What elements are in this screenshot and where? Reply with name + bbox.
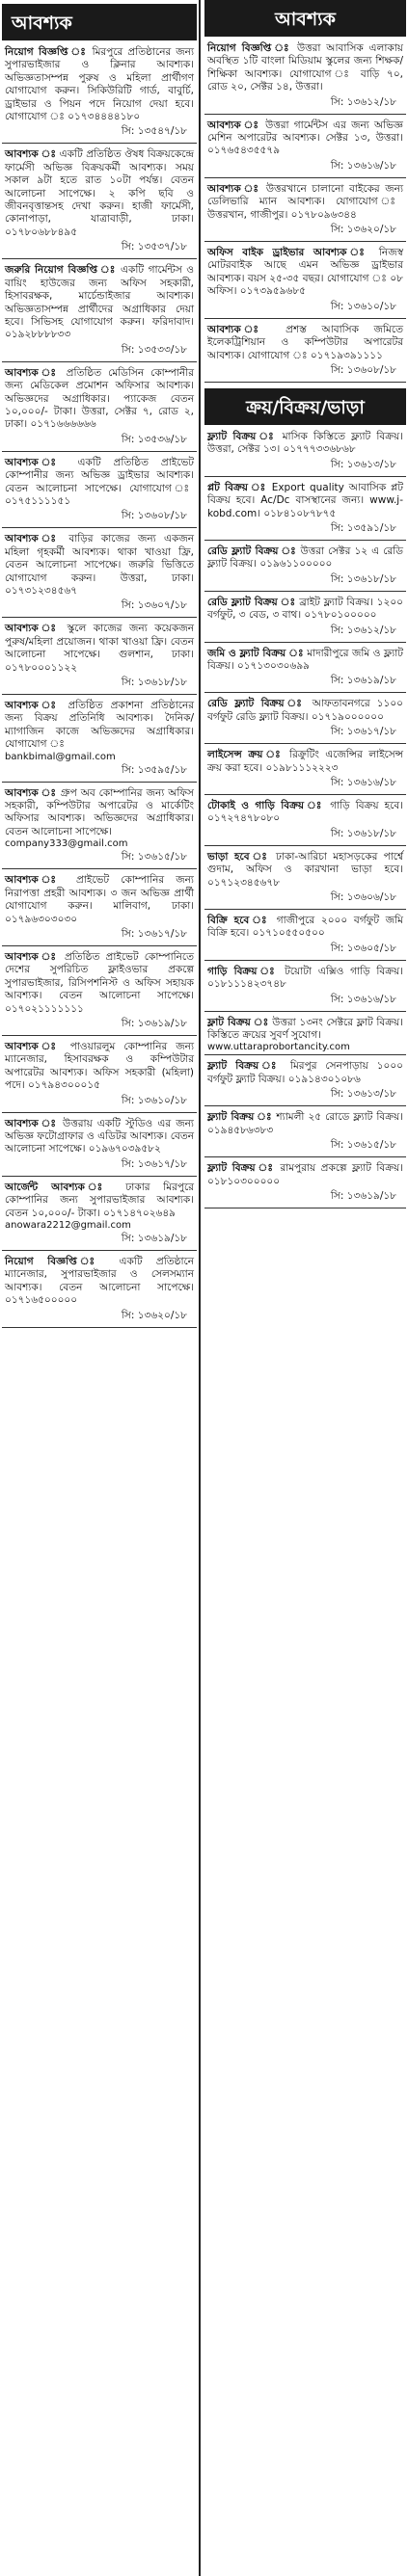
classified-ad (204, 247, 406, 319)
ad-ref: সি: ১৩৬১২/১৮ (330, 624, 396, 636)
ad-body (2, 148, 197, 239)
ad-lead: রেডি ফ্ল্যাট বিক্রয় ঃ (207, 544, 297, 557)
ad-ref: সি: ১৩৬১৯/১৮ (330, 675, 396, 687)
ad-text: উত্তরা সেক্টর ১২ এ রেডি ফ্ল্যাট বিক্রয়। ০১৯৬১১০০০০০ (207, 544, 403, 571)
ad-body (2, 1182, 197, 1220)
ad-ref: সি: ১৩৬১৮/১৮ (330, 827, 396, 839)
classified-ad (2, 1182, 197, 1251)
ad-body (2, 1041, 197, 1093)
ad-separator (2, 782, 197, 783)
ad-text: উত্তরায় একটি স্টুডিও এর জন্য অভিজ্ঞ ফটোগ্রাফার ও এডিটর আবশ্যক। বেতন আলোচনা সাপেক্ষে। ০১৯৬৭০৩৯৫৮২ (5, 1117, 194, 1155)
ad-ref: সি: ১৩৬১৯/১৮ (330, 1189, 396, 1202)
ad-separator (2, 694, 197, 695)
ad-separator (204, 794, 406, 795)
ad-lead: আবশ্যক ঃ (5, 456, 66, 468)
ad-lead: নিয়োগ বিজ্ঞপ্তি ঃ (5, 1256, 106, 1267)
ad-lead: আবশ্যক ঃ (207, 119, 260, 131)
ad-ref: সি: ১৩৬১৮/১৮ (121, 677, 187, 689)
ad-ref: সি: ১৩৬১৭/১৮ (121, 1157, 187, 1170)
classified-ad (2, 148, 197, 259)
ad-ref: সি: ১৩৬১৫/১৮ (330, 1139, 396, 1152)
ad-body (204, 1060, 406, 1086)
ad-lead: নিয়োগ বিজ্ঞপ্তি ঃ (5, 46, 88, 58)
ad-ref: সি: ১৩৬১০/১৮ (121, 1094, 187, 1106)
ad-ref: সি: ১৩৬১৭/১৮ (330, 726, 396, 738)
classified-ad (204, 648, 406, 694)
ad-ref: সি: ১৩৫৩৬/১৮ (121, 433, 187, 445)
sale-ads-list (204, 431, 406, 1208)
ad-separator (204, 1156, 406, 1157)
ad-text: উত্তরা আবাসিক এলাকায় অবস্থিত ১টি বাংলা মিডিয়াম স্কুলের জন্য শিক্ষক/শিক্ষিকা আবশ্যক। যোগাযোগ ঃ বাড়ি ৭০, রোড ২০, সেক্টর ১৪, উত্তরা। (207, 42, 403, 93)
ad-text: স্কুলে কাজের জন্য কয়েকজন পুরুষ/মহিলা প্রয়োজন। থাকা খাওয়া ফ্রি। বেতন আলোচনা সাপেক্ষে। গুলশান, ঢাকা। ০১৭৮০০০১১২২ (5, 623, 194, 674)
ad-lead: ফ্ল্যাট বিক্রয় ঃ (207, 430, 277, 442)
ad-lead: আবশ্যক ঃ (5, 1040, 62, 1052)
ad-body (204, 183, 406, 222)
ad-separator (204, 692, 406, 693)
ad-text: একটি প্রতিষ্ঠানে ম্যানেজার, সুপারভাইজার ও সেলসম্যান আবশ্যক। বেতন আলোচনা সাপেক্ষে। ০১৭১৬৫০০০০০ (5, 1256, 195, 1307)
ad-body (204, 545, 406, 571)
classified-ad (2, 46, 197, 144)
ad-body (204, 966, 406, 992)
ad-ref: সি: ১৩৬১৬/১৮ (330, 777, 396, 788)
ad-separator (2, 361, 197, 362)
ad-body (2, 533, 197, 598)
classified-ad (204, 915, 406, 961)
ad-lead: আবশ্যক ঃ (5, 950, 59, 963)
ad-text: গাড়ি বিক্রয় হবে। ০১৭২৭৪৭৮০৮০ (207, 800, 403, 825)
ad-body (204, 851, 406, 890)
ad-lead: আর্জেন্ট আবশ্যক ঃ (5, 1181, 113, 1193)
ad-text: একটি গার্মেন্টস ও বায়িং হাউজের জন্য অফিস সহকারী, হিসাবরক্ষক, মার্চেন্ডাইজার আবশ্যক। অভিজ্ঞতাসম্পন্ন প্রার্থীদের অগ্রাধিকার দেয়া হবে। সিভিসহ যোগাযোগ করুন। ফরিদাবাদ। ০১৯২৮৮৮৮৩৩ (5, 264, 194, 341)
left-column (2, 0, 197, 2576)
ad-body (204, 120, 406, 158)
ad-lead: জমি ও ফ্ল্যাট বিক্রয় ঃ (207, 647, 304, 659)
ad-lead: বিক্রি হবে ঃ (207, 915, 270, 927)
ad-separator (204, 909, 406, 910)
ad-lead: রেডি ফ্ল্যাট বিক্রয় ঃ (207, 698, 306, 710)
ad-lead: জরুরি নিয়োগ বিজ্ঞপ্তি ঃ (5, 264, 117, 277)
ad-separator (204, 177, 406, 178)
ad-body (2, 951, 197, 1016)
ad-body (2, 264, 197, 341)
classified-ad (204, 482, 406, 541)
ad-lead: আবশ্যক ঃ (5, 148, 57, 161)
ad-separator (204, 845, 406, 846)
ad-lead: টোকাই ও গাড়ি বিক্রয় ঃ (207, 800, 325, 811)
ad-text: একটি প্রতিষ্ঠিত প্রাইভেট কোম্পানীর জন্য অভিজ্ঞ ড্রাইভার আবশ্যক। বেতন আলোচনা সাপেক্ষে। যোগাযোগ ঃ ০১৭৫১১১১৫১ (5, 456, 194, 507)
ad-ref: সি: ১৩৬১৬/১৮ (330, 993, 396, 1005)
ad-lead: আবশ্যক ঃ (207, 323, 271, 335)
ad-body (204, 1111, 406, 1137)
ad-ref: সি: ১৩৬১৯/১৮ (121, 1017, 187, 1029)
column-divider (199, 0, 201, 2576)
ad-separator (204, 1054, 406, 1055)
classified-ad (204, 597, 406, 643)
ad-ref: সি: ১৩৬০৮/১৮ (330, 363, 396, 376)
ad-ref: সি: ১৩৬১৮/১৮ (330, 572, 396, 585)
classified-ad (204, 698, 406, 744)
ad-body (2, 623, 197, 675)
ad-separator (2, 868, 197, 869)
classified-ad (2, 264, 197, 361)
ad-email[interactable]: bankbimal@gmail.com (5, 751, 116, 762)
ad-body (204, 247, 406, 299)
ad-body (204, 42, 406, 94)
classified-ad (2, 787, 197, 870)
ad-text: গ্রুপ অব কোম্পানির জন্য অফিস সহকারী, কম্পিউটার অপারেটর ও মার্কেটিং অফিসার আবশ্যক। অভিজ্ঞদের অগ্রাধিকার। বেতন আলোচনা সাপেক্ষে। (5, 786, 194, 837)
ad-separator (204, 1011, 406, 1012)
ad-separator (204, 642, 406, 643)
ad-lead: গাড়ি বিক্রয় ঃ (207, 965, 279, 977)
ad-lead: আবশ্যক ঃ (207, 182, 261, 195)
classified-ad (204, 1162, 406, 1208)
sale-section (204, 388, 406, 1208)
classified-ad (2, 874, 197, 946)
ad-ref: সি: ১৩৫৯১/১৮ (330, 521, 396, 534)
ad-lead: আবশ্যক ঃ (5, 366, 60, 379)
ad-text: প্রতিষ্ঠিত প্রকাশনা প্রতিষ্ঠানের জন্য বিক্রয় প্রতিনিধি আবশ্যক। দৈনিক/ম্যাগাজিন কাজে অভিজ্ঞদের অগ্রাধিকার। যোগাযোগ ঃ (5, 700, 194, 751)
ad-text: শ্যামলী ২৫ রোডে ফ্ল্যাট বিক্রয়। ০১৯৪৫৮৬৩৮৩ (207, 1111, 403, 1136)
ad-separator (204, 1105, 406, 1106)
ad-lead: ভাড়া হবে ঃ (207, 850, 270, 863)
left-header: আবশ্যক (2, 4, 197, 40)
ad-ref: সি: ১৩৬০৫/১৮ (330, 942, 396, 954)
classified-ad (2, 623, 197, 695)
classified-ad (204, 851, 406, 910)
ad-ref: সি: ১৩৬১৩/১৮ (330, 458, 396, 470)
classified-ad (204, 42, 406, 115)
ad-separator (204, 960, 406, 961)
ad-ref: সি: ১৩৬০৮/১৮ (121, 510, 187, 522)
ad-lead: আবশ্যক ঃ (5, 533, 62, 545)
ad-text: ঢাকার মিরপুরে কোম্পানির জন্য সুপারভাইজার আবশ্যক। বেতন ১০,০০০/- টাকা। ০১৭১৪৭০২৬৪৯ (5, 1181, 194, 1219)
ad-ref: সি: ১৩৬১০/১৮ (330, 300, 396, 312)
ad-lead: ফ্ল্যাট বিক্রয় ঃ (207, 1111, 273, 1124)
ad-lead: লাইসেন্স ক্রয় ঃ (207, 749, 284, 761)
ad-lead: ফ্ল্যাট বিক্রয় ঃ (207, 1162, 276, 1175)
right-ads-list (204, 42, 406, 383)
ad-body (2, 367, 197, 432)
ad-text: মিরপুরে প্রতিষ্ঠানের জন্য সুপারভাইজার ও ক্লিনার আবশ্যক। অভিজ্ঞতাসম্পন্ন পুরুষ ও মহিলা প্রার্থীগণ যোগাযোগ করুন। সিকিউরিটি গার্ড, বাবুর্চি, ড্রাইভার ও পিয়ন পদে নিয়োগ দেয়া হবে। যোগাযোগ ঃ ০১৭৩৪৪৪৪১৮০ (5, 46, 194, 123)
ad-text: রিক্রুটিং এজেন্সির লাইসেন্স ক্রয় করা হবে। ০১৯৮১১১২২২৩ (207, 749, 403, 774)
ad-text: ঢাকা-আরিচা মহাসড়কের পার্শ্বে গুদাম, অফিস ও কারখানা ভাড়া হবে। ০১৭১২৩৪৫৬৭৮ (207, 850, 404, 889)
ad-separator (2, 143, 197, 144)
ad-separator (204, 476, 406, 477)
ad-body (204, 1162, 406, 1188)
ad-body (204, 915, 406, 941)
ad-lead: ফ্লাট বিক্রয় ঃ (207, 1016, 269, 1028)
ad-ref: সি: ১৩৫৪৭/১৮ (121, 125, 187, 138)
classified-ad (2, 1256, 197, 1328)
ad-separator (2, 1112, 197, 1113)
ad-ref: সি: ১৩৬১৩/১৮ (330, 1088, 396, 1101)
ad-lead: অফিস বাইক ড্রাইভার আবশ্যক ঃ (207, 247, 370, 259)
ad-text: উত্তরা ১৩নং সেক্টরে ফ্লাট বিক্রয়। কিস্তিতে ক্রয়ের সুবর্ণ সুযোগ। (207, 1016, 403, 1042)
ad-separator (2, 1250, 197, 1251)
ad-body (204, 431, 406, 457)
classified-ad (204, 749, 406, 795)
ad-separator (204, 241, 406, 242)
classified-ad (2, 700, 197, 783)
ad-ref: সি: ১৩৫৩৭/১৮ (121, 241, 187, 253)
ad-body (2, 1256, 197, 1308)
ad-lead: নিয়োগ বিজ্ঞপ্তি ঃ (207, 42, 292, 54)
ad-text: প্রতিষ্ঠিত মেডিসিন কোম্পানীর জন্য মেডিকেল প্রমোশন অফিসার আবশ্যক। অভিজ্ঞদের অগ্রাধিকার। প্যাকেজ বেতন ১০,০০০/- টাকা। উত্তরা, সেক্টর ৭, রোড ২, ঢাকা। ০১৭১৬৬৬৬৬৬ (5, 366, 194, 431)
ad-text: মাসিক কিস্তিতে ফ্ল্যাট বিক্রয়। উত্তরা, সেক্টর ১৩। ০১৭৭৭৩৩৬৮৬৮ (207, 430, 403, 456)
ad-text: Export quality আবাসিক প্লট বিক্রয় হবে। Ac/Dc বাসস্থানের জন্য। www.j-kobd.com। ০১৮৪১০৮৭৮৭৫ (207, 481, 403, 519)
classified-ad (204, 324, 406, 383)
classified-ad (204, 1060, 406, 1106)
ad-body (204, 482, 406, 520)
ad-text: বাড়ির কাজের জন্য একজন মহিলা গৃহকর্মী আবশ্যক। থাকা খাওয়া ফ্রি, বেতন আলোচনা সাপেক্ষে। জরুরি ভিত্তিতে যোগাযোগ করুন। উত্তরা, ঢাকা। ০১৭৩১২৩৪৫৬৭ (5, 533, 194, 597)
ad-text: উত্তরা গার্মেন্টস এর জন্য অভিজ্ঞ মেশিন অপারেটর আবশ্যক। সেক্টর ১৩, উত্তরা। ০১৭৬৫৪৩৫৫৭৯ (207, 119, 403, 157)
classified-ad (2, 1118, 197, 1177)
ad-text: গাজীপুরে ২০০০ বর্গফুট জমি বিক্রি হবে। ০১৭১০৫৫০৫০০ (207, 915, 403, 940)
classified-ad (2, 533, 197, 618)
ad-body (204, 698, 406, 724)
classified-ad (204, 183, 406, 242)
ad-lead: আবশ্যক ঃ (5, 623, 61, 635)
ad-text: আফতাবনগরে ১১০০ বর্গফুট রেডি ফ্ল্যাট বিক্রয়। ০১৭১৯০০০০০০ (207, 698, 403, 723)
ad-lead: আবশ্যক ঃ (5, 1117, 58, 1129)
ad-body (2, 457, 197, 509)
ad-body (2, 46, 197, 123)
classified-ad (204, 1111, 406, 1157)
ad-text: নিজস্ব মোটরবাইক আছে এমন অভিজ্ঞ ড্রাইভার আবশ্যক। বয়স ২৫-৩৫ বছর। যোগাযোগ ঃ ০৮ অফিস। ০১৭৩৯৫৯৬৮৫ (207, 247, 403, 298)
classified-ad (204, 120, 406, 178)
ad-separator (204, 540, 406, 541)
ad-text: টয়োটা এক্সিও গাড়ি বিক্রয়। ০১৮১১১৪২৩৭৪৮ (207, 965, 403, 991)
ad-text: মিরপুর সেনপাড়ায় ১০০০ বর্গফুট ফ্ল্যাট বিক্রয়। ০১৯১৪৩০১০৮৬ (207, 1060, 403, 1085)
ad-separator (204, 318, 406, 319)
ad-ref: সি: ১৩৬১৬/১৮ (330, 159, 396, 172)
ad-text: উত্তরখানে চালানো বাইকের জন্য ডেলিভারি ম্যান আবশ্যক। যোগাযোগ ঃ উত্তরখান, গাজীপুর। ০১৭৮০৯৬৩৪৪ (207, 182, 403, 221)
sale-header: ক্রয়/বিক্রয়/ভাড়া (204, 388, 406, 425)
ad-separator (2, 945, 197, 946)
ad-lead: প্লট বিক্রয় ঃ (207, 481, 267, 493)
ad-ref: সি: ১৩৫৩৩/১৮ (121, 343, 187, 356)
right-column (204, 0, 406, 2576)
ad-email[interactable]: www.uttaraprobortancity.com (207, 1042, 350, 1053)
ad-separator (204, 591, 406, 592)
classified-ad (2, 367, 197, 452)
ad-ref: সি: ১৩৬২০/১৮ (330, 224, 396, 236)
ad-text: প্রতিষ্ঠিত প্রাইভেট কোম্পানিতে দেশের সুপরিচিত ফ্লাইওভার প্রকল্পে সুপারভাইজার, রিসিপশনিস্ট ও অফিস সহায়ক আবশ্যক। বেতন আলোচনা সাপেক্ষে। ০১৭০২১১১১১১১ (5, 950, 194, 1015)
ad-text: প্রশস্ত আবাসিক জমিতে ইলেকট্রিশিয়ান ও কম্পিউটার অপারেটর আবশ্যক। যোগাযোগ ঃ ০১৭১৯৩৯১১১১ (207, 323, 403, 361)
ad-separator (2, 258, 197, 259)
classified-ad (2, 951, 197, 1036)
ad-ref: সি: ১৩৬১২/১৮ (330, 95, 396, 108)
ad-body (204, 648, 406, 674)
ad-lead: আবশ্যক ঃ (5, 874, 65, 887)
classified-ad (204, 800, 406, 846)
ad-text: পাওয়ারলুম কোম্পানির জন্য ম্যানেজার, হিসাবরক্ষক ও কম্পিউটার অপারেটর আবশ্যক। অফিস সহকারী (মহিলা) পদে। ০১৭৯৪৩০০০১৫ (5, 1040, 194, 1092)
ad-separator (2, 527, 197, 528)
ad-lead: আবশ্যক ঃ (5, 786, 57, 799)
ad-text: মাদারীপুরে জমি ও ফ্ল্যাট বিক্রয়। ০১৭১৩০৩০৬৯৯ (207, 647, 403, 672)
ad-separator (204, 114, 406, 115)
ad-ref: সি: ১৩৬২০/১৮ (121, 1309, 187, 1321)
classified-ad (204, 431, 406, 477)
ad-body (2, 874, 197, 926)
classified-ad (2, 1041, 197, 1113)
ad-separator (2, 451, 197, 452)
ad-ref: সি: ১৩৬১৯/১৮ (121, 1233, 187, 1244)
ad-separator (2, 1327, 197, 1328)
ad-body (204, 1017, 406, 1043)
ad-lead: ফ্ল্যাট বিক্রয় ঃ (207, 1060, 283, 1073)
ad-lead: আবশ্যক ঃ (5, 700, 61, 712)
ad-body (2, 787, 197, 839)
ad-separator (2, 1035, 197, 1036)
ad-ref: সি: ১৩৫৯৫/১৮ (121, 763, 187, 776)
ad-email[interactable]: anowara2212@gmail.com (5, 1220, 131, 1231)
ad-body (204, 597, 406, 623)
classified-ad (204, 545, 406, 592)
ad-ref: সি: ১৩৬১৭/১৮ (121, 927, 187, 940)
ad-separator (2, 617, 197, 618)
right-header: আবশ্যক (204, 0, 406, 37)
ad-separator (2, 1176, 197, 1177)
ad-separator (204, 382, 406, 383)
ad-ref: সি: ১৩৬০৬/১৮ (330, 891, 396, 904)
ad-ref: সি: ১৩৬১৫/১৮ (121, 851, 187, 863)
classified-ad (204, 966, 406, 1012)
ad-text: রামপুরায় প্রকল্পে ফ্ল্যাট বিক্রয়। ০১৮১০৩০০০০০ (207, 1162, 403, 1187)
ad-separator (204, 743, 406, 744)
ad-lead: রেডি ফ্ল্যাট বিক্রয় ঃ (207, 596, 296, 608)
ad-body (204, 800, 406, 826)
ad-text: প্রাইভেট কোম্পানির জন্য নিরাপত্তা প্রহরী আবশ্যক। ৩ জন অভিজ্ঞ প্রার্থী যোগাযোগ করুন। মালিবাগ, ঢাকা। ০১৭৯৬৩০৩০৩০ (5, 874, 194, 925)
ad-body (2, 700, 197, 752)
ad-body (2, 1118, 197, 1156)
ad-body (204, 324, 406, 362)
ad-text: ব্রাইট ফ্ল্যাট বিক্রয়। ১২০০ বর্গফুট, ৩ বেড, ৩ বাথ। ০১৭৮০১০০০০০ (207, 596, 403, 622)
classified-ad (204, 1017, 406, 1056)
ad-body (204, 749, 406, 775)
left-ads-list (2, 46, 197, 1328)
ad-ref: সি: ১৩৬০৭/১৮ (121, 599, 187, 612)
ad-text: একটি প্রতিষ্ঠিত ঔষধ বিক্রয়কেন্দ্রে ফার্মেসী অভিজ্ঞ বিক্রয়কর্মী আবশ্যক। সময় সকাল ৯টা হতে রাত ১০টা পর্যন্ত। বেতন আলোচনা সাপেক্ষে। ২ কপি ছবি ও জীবনবৃত্তান্তসহ দেখা করুন। হাজী ফার্মেসী, কোনাপাড়া, যাত্রাবাড়ী, ঢাকা। ০১৭৮০৬৮৮৪৯৫ (5, 148, 194, 238)
ad-email[interactable]: company333@gmail.com (5, 838, 128, 850)
classified-ad (2, 457, 197, 529)
